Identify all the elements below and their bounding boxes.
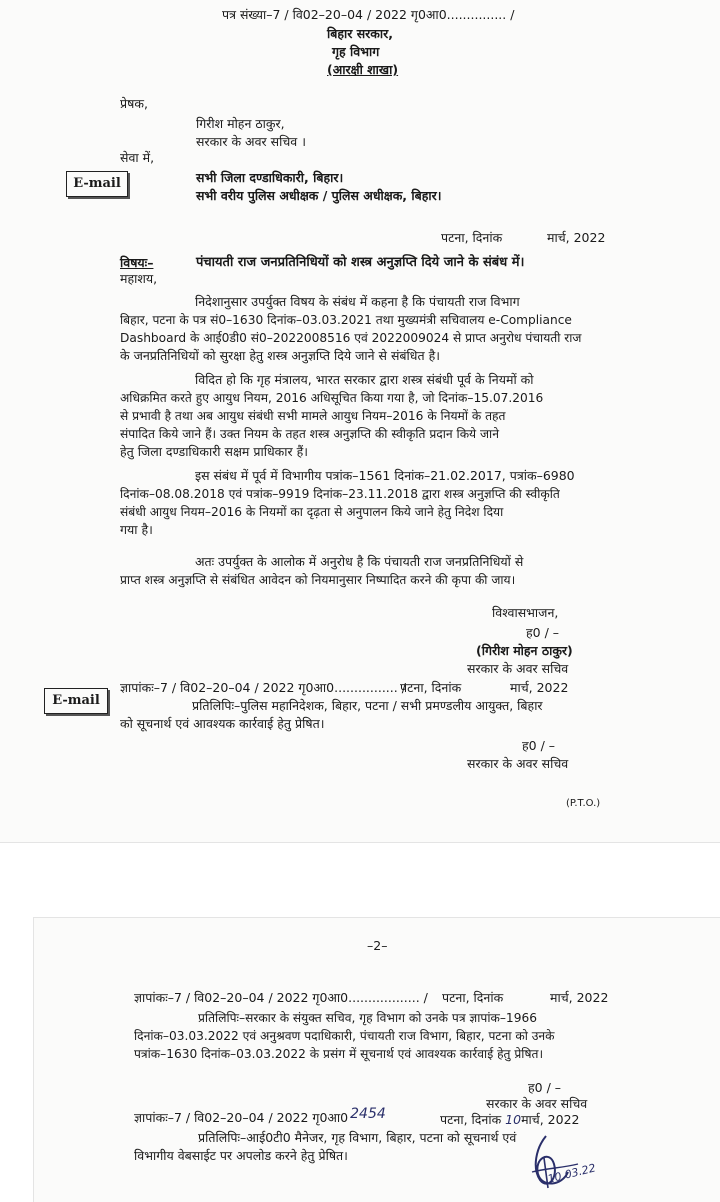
signed-mark: ह0 / – — [526, 625, 559, 640]
para2-line: हेतु जिला दण्डाधिकारी सक्षम प्राधिकार हैं। — [120, 444, 308, 459]
memo-number-2-prefix: ज्ञापांकः–7 / वि02–20–04 / 2022 गृ0आ0 — [134, 1110, 349, 1125]
copy-a-line: पत्रांक–1630 दिनांक–03.03.2022 के प्रसंग में सूचनार्थ एवं आवश्यक कार्रवाई हेतु प्रेषित। — [134, 1047, 544, 1061]
email-box: E-mail — [66, 171, 128, 197]
signature-date: 10.03.22 — [546, 1161, 597, 1186]
memo-number-2 — [134, 1106, 386, 1126]
signer-title-3: सरकार के अवर सचिव — [486, 1096, 588, 1111]
to-line-2: सभी वरीय पुलिस अधीक्षक / पुलिस अधीक्षक, बिहार। — [196, 188, 442, 203]
org-line-3: (आरक्षी शाखा) — [327, 62, 399, 77]
place-date-2-text: पटना, दिनांक — [440, 1112, 502, 1127]
closing: विश्वासभाजन, — [492, 605, 559, 620]
to-label: सेवा में, — [120, 150, 155, 165]
para2-line: अधिक्रमित करते हुए आयुध नियम, 2016 अधिसूचित किया गया है, जो दिनांक–15.07.2016 — [120, 391, 544, 405]
copy-b-line: प्रतिलिपिः–आई0टी0 मैनेजर, गृह विभाग, बिहार, पटना को सूचनार्थ एवं — [198, 1130, 517, 1145]
copy-a-line: प्रतिलिपिः–सरकार के संयुक्त सचिव, गृह विभाग को उनके पत्र ज्ञापांक–1966 — [198, 1011, 537, 1025]
para3-line: दिनांक–08.08.2018 एवं पत्रांक–9919 दिनांक–23.11.2018 द्वारा शस्त्र अनुज्ञप्ति की स्वीकृति — [120, 487, 560, 501]
handwritten-memo-number: 2454 — [350, 1106, 386, 1122]
month-year: मार्च, 2022 — [547, 230, 606, 245]
memo-place-date-1: पटना, दिनांक — [442, 990, 504, 1005]
email-box-2: E-mail — [44, 688, 108, 714]
para2-line: से प्रभावी है तथा अब आयुध संबंधी सभी मामले आयुध नियम–2016 के नियमों के तहत — [120, 409, 506, 423]
org-line-2: गृह विभाग — [332, 44, 380, 59]
from-title: सरकार के अवर सचिव । — [196, 134, 306, 149]
signed-mark-3: ह0 / – — [528, 1080, 561, 1095]
pto-note: (P.T.O.) — [566, 798, 601, 809]
memo-number: ज्ञापांकः–7 / वि02–20–04 / 2022 गृ0आ0................ / — [120, 680, 406, 695]
signer-name: (गिरीश मोहन ठाकुर) — [476, 643, 573, 658]
place-date: पटना, दिनांक — [441, 230, 503, 245]
para1-line: के जनप्रतिनिधियों को सुरक्षा हेतु शस्त्र अनुज्ञप्ति दिये जाने से संबंधित है। — [120, 348, 440, 363]
para3-line: इस संबंध में पूर्व में विभागीय पत्रांक–1561 दिनांक–21.02.2017, पत्रांक–6980 — [195, 468, 575, 483]
para4-line: अतः उपर्युक्त के आलोक में अनुरोध है कि पंचायती राज जनप्रतिनिधियों से — [195, 554, 524, 569]
signed-mark-2: ह0 / – — [522, 738, 555, 753]
para2-line: संपादित किये जाने हैं। उक्त नियम के तहत शस्त्र अनुज्ञप्ति की स्वीकृति प्रदान किये जाने — [120, 427, 499, 441]
letter-number: पत्र संख्या–7 / वि02–20–04 / 2022 गृ0आ0............... / — [222, 7, 515, 22]
memo-number-1: ज्ञापांकः–7 / वि02–20–04 / 2022 गृ0आ0.................. / — [134, 990, 428, 1005]
from-label: प्रेषक, — [120, 96, 148, 111]
memo-place-date-2 — [440, 1112, 580, 1128]
copy-line: प्रतिलिपिः–पुलिस महानिदेशक, बिहार, पटना / सभी प्रमण्डलीय आयुक्त, बिहार — [192, 698, 543, 713]
org-line-1: बिहार सरकार, — [327, 26, 393, 41]
subject-label: विषयः– — [120, 255, 154, 270]
para4-line: प्राप्त शस्त्र अनुज्ञप्ति से संबंधित आवेदन को नियमानुसार निष्पादित करने की कृपा की जाय। — [120, 573, 516, 587]
memo-month-year-1: मार्च, 2022 — [550, 990, 609, 1005]
subject-text: पंचायती राज जनप्रतिनिधियों को शस्त्र अनुज्ञप्ति दिये जाने के संबंध में। — [196, 255, 525, 270]
para3-line: गया है। — [120, 522, 153, 537]
salutation: महाशय, — [120, 271, 158, 286]
copy-a-line: दिनांक–03.03.2022 एवं अनुश्रवण पदाधिकारी, पंचायती राज विभाग, बिहार, पटना को उनके — [134, 1029, 555, 1043]
handwritten-date: 10 — [505, 1112, 522, 1127]
page-number: –2– — [367, 938, 388, 953]
letter-page-2 — [34, 918, 720, 1202]
para2-line: विदित हो कि गृह मंत्रालय, भारत सरकार द्वारा शस्त्र संबंधी पूर्व के नियमों को — [195, 372, 534, 387]
from-name: गिरीश मोहन ठाकुर, — [196, 116, 285, 131]
copy-line-cont: को सूचनार्थ एवं आवश्यक कार्रवाई हेतु प्रेषित। — [120, 716, 325, 731]
signer-title-2: सरकार के अवर सचिव — [467, 756, 569, 771]
para1-line: निदेशानुसार उपर्युक्त विषय के संबंध में कहना है कि पंचायती राज विभाग — [195, 294, 520, 309]
copy-b-line-cont: विभागीय वेबसाईट पर अपलोड करने हेतु प्रेषित। — [134, 1148, 348, 1163]
memo-month-year: मार्च, 2022 — [510, 680, 569, 695]
para1-line: बिहार, पटना के पत्र सं0–1630 दिनांक–03.03.2021 तथा मुख्यमंत्री सचिवालय e-Compliance — [120, 313, 572, 327]
memo-place-date: पटना, दिनांक — [400, 680, 462, 695]
signer-title: सरकार के अवर सचिव — [467, 661, 569, 676]
month-year-2: मार्च, 2022 — [521, 1112, 580, 1127]
to-line-1: सभी जिला दण्डाधिकारी, बिहार। — [196, 170, 344, 185]
para3-line: संबंधी आयुध नियम–2016 के नियमों का दृढ़ता से अनुपालन किये जाने हेतु निदेश दिया — [120, 505, 504, 519]
para1-line: Dashboard के आई0डी0 सं0–2022008516 एवं 2022009024 से प्राप्त अनुरोध पंचायती राज — [120, 331, 582, 345]
